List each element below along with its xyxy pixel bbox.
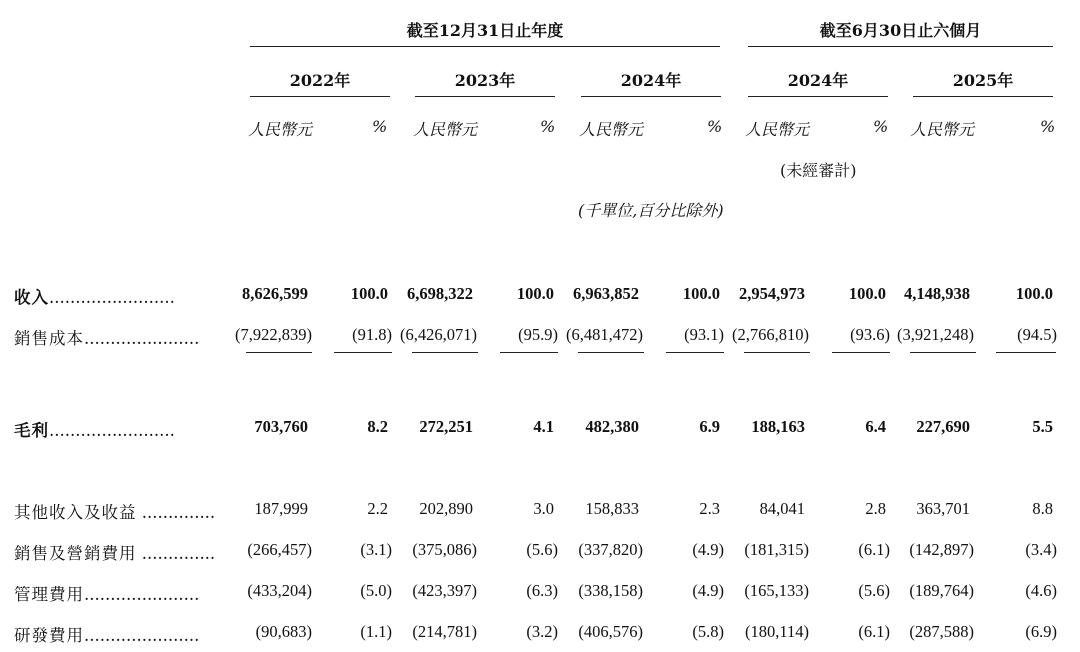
cell: 482,380 bbox=[585, 417, 639, 436]
cell: (3.1) bbox=[360, 540, 392, 559]
cell: 100.0 bbox=[516, 284, 554, 303]
year-rule-2025-h1 bbox=[913, 96, 1053, 97]
cell: 100.0 bbox=[848, 284, 886, 303]
unit-pct-2023: % bbox=[540, 117, 556, 136]
cell: (4.9) bbox=[692, 540, 724, 559]
year-2022: 2022年 bbox=[289, 71, 351, 90]
row-label-admin-expenses: 管理費用...................... bbox=[14, 585, 200, 604]
subtotal-rule bbox=[910, 352, 976, 353]
year-2024: 2024年 bbox=[620, 71, 682, 90]
cell: 100.0 bbox=[682, 284, 720, 303]
subtotal-rule bbox=[578, 352, 644, 353]
cell: 84,041 bbox=[759, 499, 805, 518]
cell: (5.6) bbox=[526, 540, 558, 559]
header-annual-rule bbox=[250, 46, 720, 47]
cell: (4.9) bbox=[692, 581, 724, 600]
subtotal-rule bbox=[500, 352, 558, 353]
cell: 4,148,938 bbox=[904, 284, 970, 303]
unit-pct-2024: % bbox=[707, 117, 723, 136]
cell: (189,764) bbox=[909, 581, 974, 600]
unit-pct-2025-h1: % bbox=[1040, 117, 1056, 136]
cell: 2.3 bbox=[699, 499, 720, 518]
cell: 4.1 bbox=[533, 417, 554, 436]
cell: 6,963,852 bbox=[573, 284, 639, 303]
cell: (6.1) bbox=[858, 540, 890, 559]
cell: 2,954,973 bbox=[739, 284, 805, 303]
cell: 8.2 bbox=[367, 417, 388, 436]
cell: 202,890 bbox=[419, 499, 473, 518]
unit-rmb-2024-h1: 人民幣元 bbox=[745, 120, 810, 139]
row-label-rd-expenses: 研發費用...................... bbox=[14, 626, 200, 645]
cell: (433,204) bbox=[247, 581, 312, 600]
cell: (165,133) bbox=[744, 581, 809, 600]
unaudited-note: (未經審計) bbox=[780, 161, 857, 180]
subtotal-rule bbox=[832, 352, 890, 353]
cell: (3,921,248) bbox=[897, 325, 974, 344]
cell: 6.4 bbox=[865, 417, 886, 436]
cell: (91.8) bbox=[352, 325, 392, 344]
header-annual: 截至12月31日止年度 bbox=[406, 21, 564, 40]
cell: 6.9 bbox=[699, 417, 720, 436]
year-rule-2022 bbox=[250, 96, 390, 97]
cell: 272,251 bbox=[419, 417, 473, 436]
row-label-other-income: 其他收入及收益 .............. bbox=[14, 503, 216, 522]
cell: 6,698,322 bbox=[407, 284, 473, 303]
unit-rmb-2022: 人民幣元 bbox=[248, 120, 313, 139]
cell: 227,690 bbox=[916, 417, 970, 436]
subtotal-rule bbox=[334, 352, 392, 353]
cell: (95.9) bbox=[518, 325, 558, 344]
row-label-cost-of-sales: 銷售成本...................... bbox=[14, 329, 200, 348]
cell: (423,397) bbox=[412, 581, 477, 600]
cell: 8,626,599 bbox=[242, 284, 308, 303]
cell: 3.0 bbox=[533, 499, 554, 518]
subtotal-rule bbox=[744, 352, 810, 353]
header-six-months-rule bbox=[748, 46, 1053, 47]
row-label-gross-profit: 毛利........................ bbox=[14, 421, 175, 440]
year-rule-2023 bbox=[415, 96, 555, 97]
cell: (338,158) bbox=[578, 581, 643, 600]
cell: (406,576) bbox=[578, 622, 643, 641]
cell: 2.8 bbox=[865, 499, 886, 518]
cell: (4.6) bbox=[1025, 581, 1057, 600]
unit-pct-2022: % bbox=[372, 117, 388, 136]
cell: 703,760 bbox=[254, 417, 308, 436]
subtotal-rule bbox=[666, 352, 724, 353]
cell: (6.9) bbox=[1025, 622, 1057, 641]
cell: (6,481,472) bbox=[566, 325, 643, 344]
cell: 363,701 bbox=[916, 499, 970, 518]
unit-rmb-2025-h1: 人民幣元 bbox=[910, 120, 975, 139]
cell: (90,683) bbox=[255, 622, 312, 641]
cell: (181,315) bbox=[744, 540, 809, 559]
year-2025-h1: 2025年 bbox=[952, 71, 1014, 90]
unit-rmb-2023: 人民幣元 bbox=[413, 120, 478, 139]
year-2024-h1: 2024年 bbox=[787, 71, 849, 90]
header-six-months: 截至6月30日止六個月 bbox=[819, 21, 982, 40]
cell: (5.8) bbox=[692, 622, 724, 641]
cell: (5.0) bbox=[360, 581, 392, 600]
cell: (287,588) bbox=[909, 622, 974, 641]
subtotal-rule bbox=[246, 352, 312, 353]
cell: 5.5 bbox=[1032, 417, 1053, 436]
subtotal-rule bbox=[412, 352, 478, 353]
row-label-selling-expenses: 銷售及營銷費用 .............. bbox=[14, 544, 216, 563]
year-rule-2024 bbox=[581, 96, 721, 97]
unit-pct-2024-h1: % bbox=[873, 117, 889, 136]
cell: 158,833 bbox=[585, 499, 639, 518]
cell: 188,163 bbox=[751, 417, 805, 436]
unit-note: (千單位,百分比除外) bbox=[578, 201, 724, 220]
cell: (6.3) bbox=[526, 581, 558, 600]
subtotal-rule bbox=[996, 352, 1056, 353]
cell: (2,766,810) bbox=[732, 325, 809, 344]
cell: (94.5) bbox=[1017, 325, 1057, 344]
cell: 8.8 bbox=[1032, 499, 1053, 518]
cell: 100.0 bbox=[350, 284, 388, 303]
cell: (3.4) bbox=[1025, 540, 1057, 559]
cell: 100.0 bbox=[1015, 284, 1053, 303]
cell: (5.6) bbox=[858, 581, 890, 600]
cell: (142,897) bbox=[909, 540, 974, 559]
cell: (180,114) bbox=[744, 622, 809, 641]
cell: (337,820) bbox=[578, 540, 643, 559]
cell: (214,781) bbox=[412, 622, 477, 641]
cell: (1.1) bbox=[360, 622, 392, 641]
cell: 187,999 bbox=[254, 499, 308, 518]
cell: (93.6) bbox=[850, 325, 890, 344]
cell: (6,426,071) bbox=[400, 325, 477, 344]
cell: (266,457) bbox=[247, 540, 312, 559]
cell: 2.2 bbox=[367, 499, 388, 518]
row-label-revenue: 收入........................ bbox=[14, 288, 175, 307]
cell: (6.1) bbox=[858, 622, 890, 641]
year-rule-2024-h1 bbox=[748, 96, 888, 97]
cell: (3.2) bbox=[526, 622, 558, 641]
cell: (93.1) bbox=[684, 325, 724, 344]
cell: (375,086) bbox=[412, 540, 477, 559]
unit-rmb-2024: 人民幣元 bbox=[579, 120, 644, 139]
year-2023: 2023年 bbox=[454, 71, 516, 90]
cell: (7,922,839) bbox=[235, 325, 312, 344]
